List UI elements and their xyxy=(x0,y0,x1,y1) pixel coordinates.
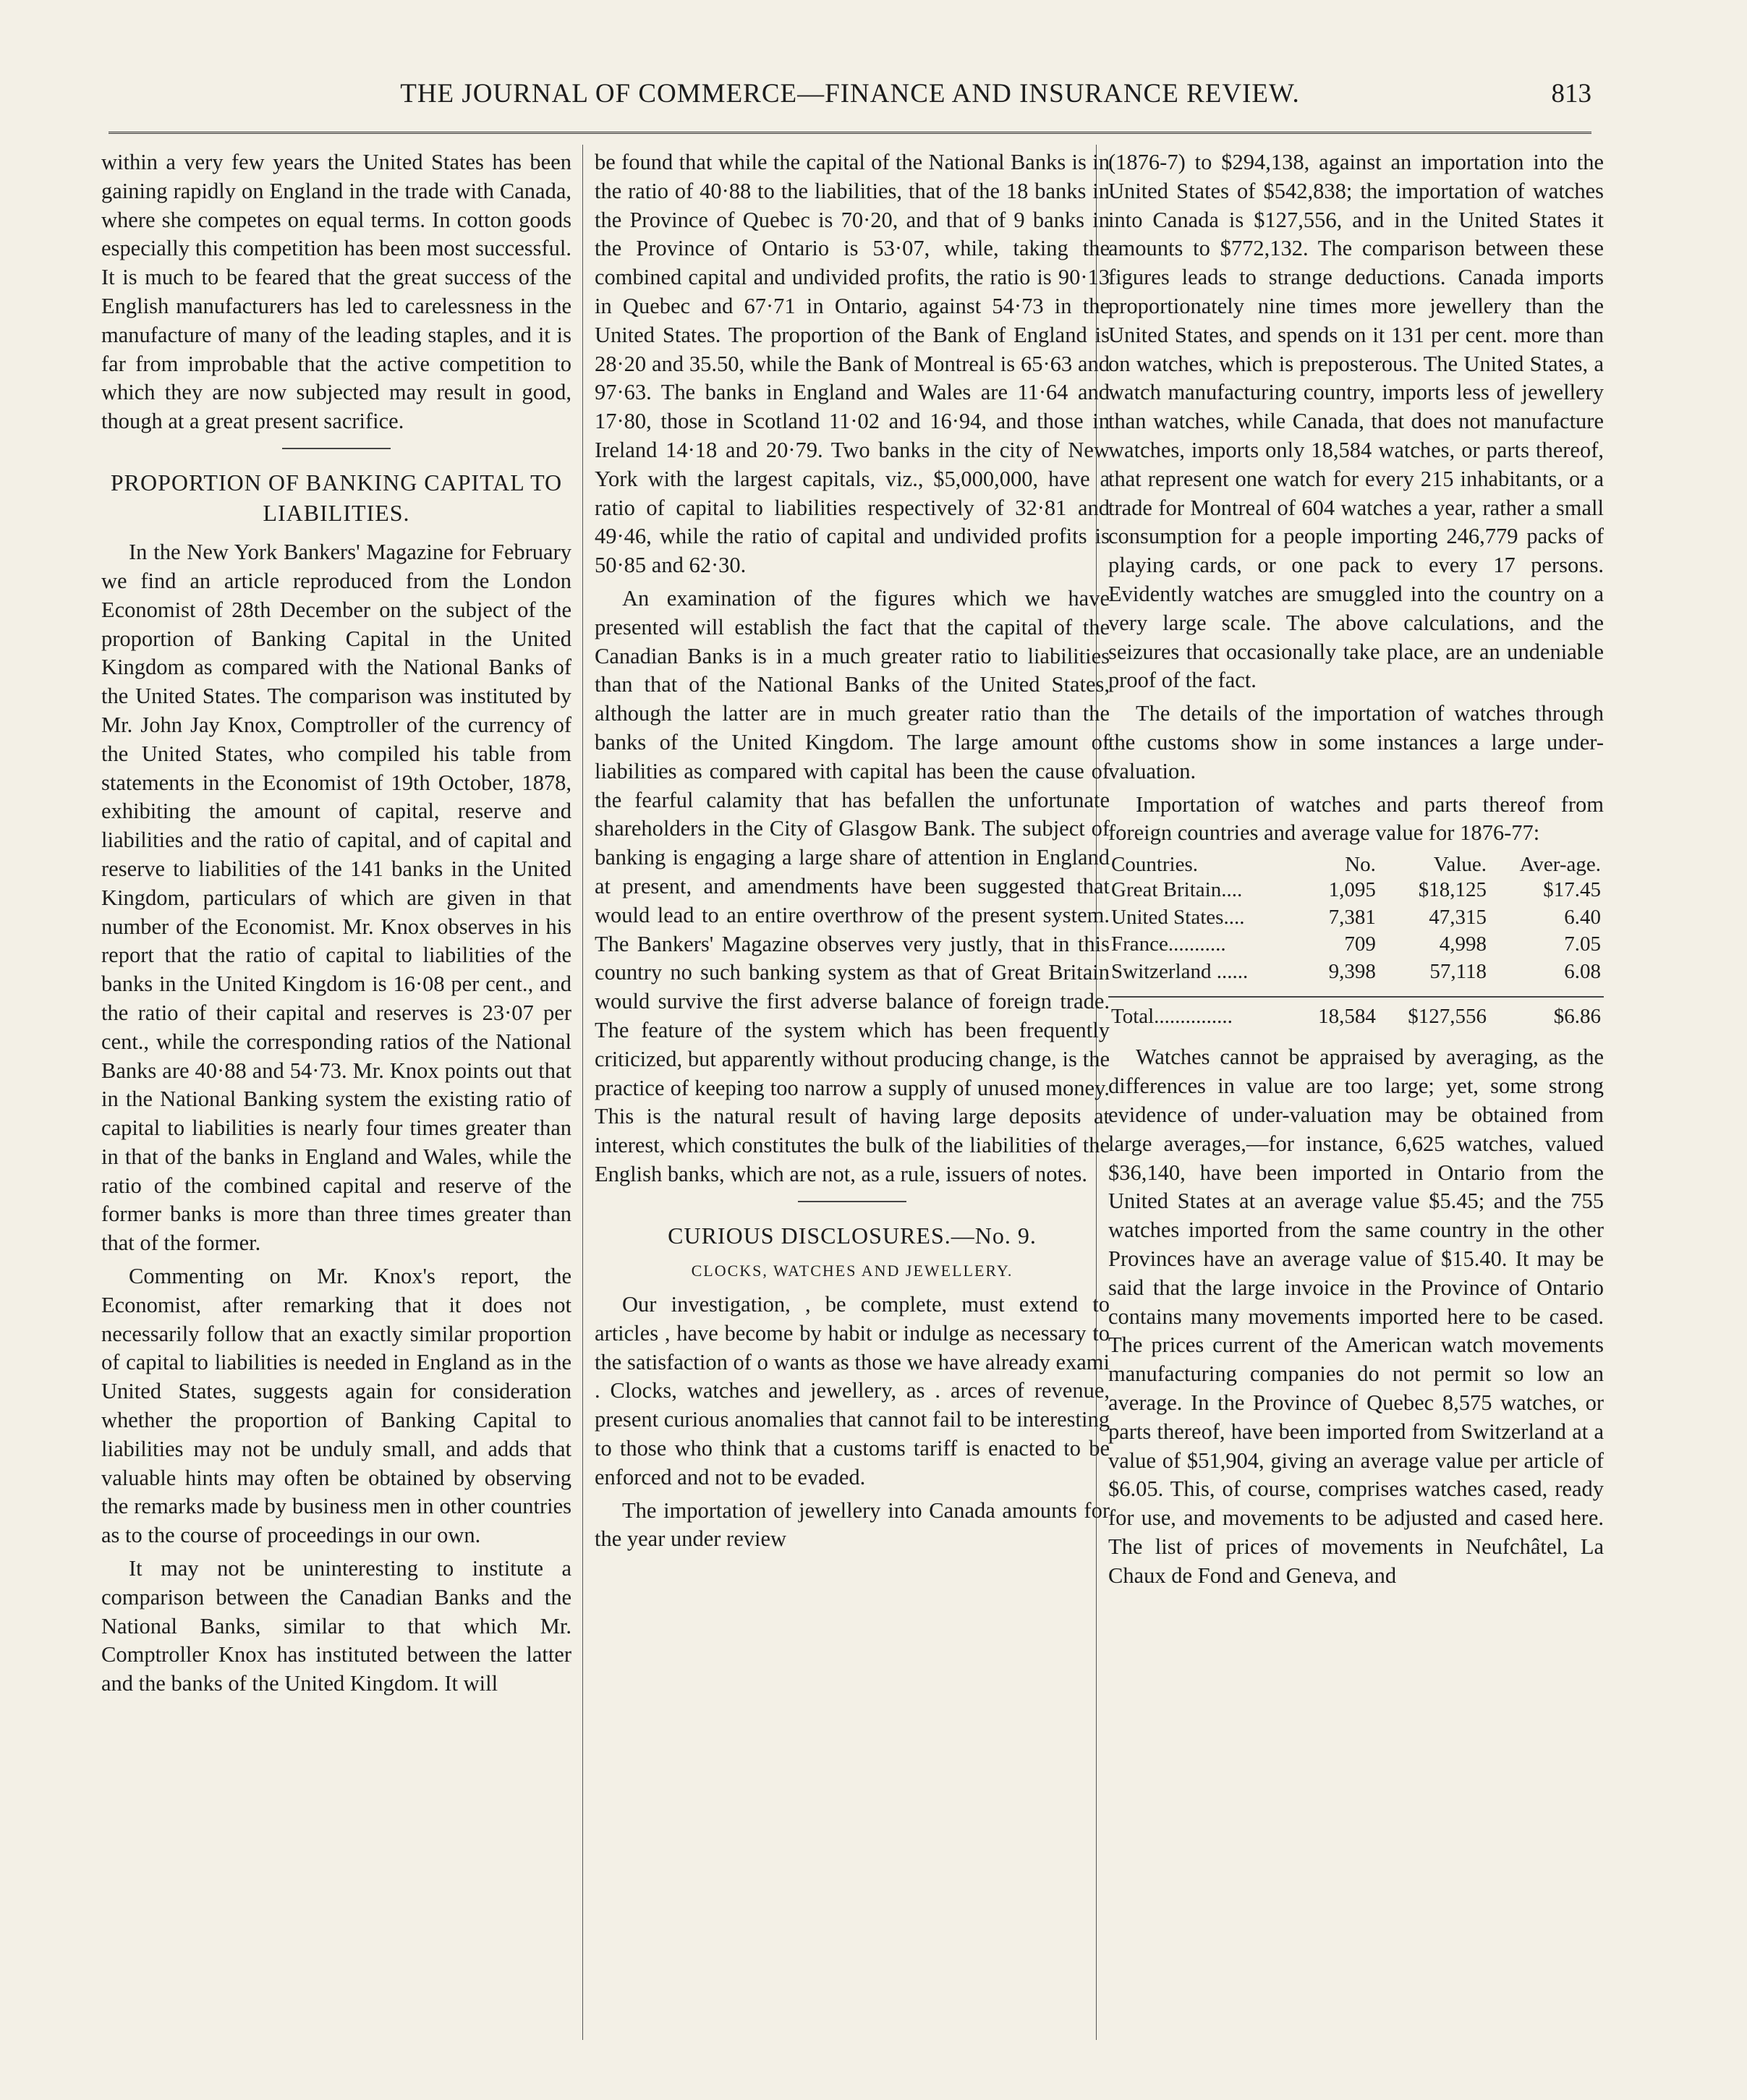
table-cell: 6.40 xyxy=(1564,905,1601,929)
paragraph: Our investigation, , be complete, must extend to articles , have become by habit or indulge as necessary to the satisfaction of o wants as those we have already exami . Clocks, watches and jewellery, as . arces of revenue, present curious anomalies that cannot fail to be interesting to those who think that a customs tariff is enacted to be enforced and not to be evaded. xyxy=(595,1291,1110,1489)
section-rule xyxy=(282,448,391,449)
paragraph: Importation of watches and parts thereof from foreign countries and average value for 1876-77: xyxy=(1108,791,1604,846)
table-cell: United States.... xyxy=(1111,905,1245,929)
table-header: Countries. xyxy=(1111,853,1199,877)
page-number: 813 xyxy=(1551,79,1591,109)
table-cell: 1,095 xyxy=(1328,878,1376,902)
table-cell: Great Britain.... xyxy=(1111,878,1243,902)
table-row xyxy=(1108,958,1604,986)
paragraph: It may not be uninteresting to institute a comparison between the Canadian Banks and the National Banks, similar to that which Mr. Comptroller Knox has instituted between the latter and the banks of the United Kingdom. It will xyxy=(101,1556,571,1696)
table-cell: France........... xyxy=(1111,932,1226,956)
section-rule xyxy=(798,1201,906,1202)
table-cell: Total............... xyxy=(1108,997,1296,1031)
curious-disclosures-heading: CURIOUS DISCLOSURES.—No. 9. xyxy=(668,1222,1037,1249)
middle-column xyxy=(595,148,1110,2044)
table-header: Value. xyxy=(1433,853,1487,877)
table-cell: 47,315 xyxy=(1429,905,1487,929)
column-divider xyxy=(582,145,583,2040)
watch-import-table xyxy=(1108,854,1604,1030)
clocks-subheading: CLOCKS, WATCHES AND JEWELLERY. xyxy=(691,1262,1013,1280)
page-header xyxy=(109,72,1591,123)
paragraph: An examination of the figures which we have presented will establish the fact that the capital of the Canadian Banks is in a much greater ratio to liabilities than that of the National Banks of the United States, although the latter are in much greater ratio than the banks of the United Kingdom. The large amount of liabilities as compared with capital has been the cause of the fearful calamity that has befallen the unfortunate shareholders in the City of Glasgow Bank. The subject of banking is engaging a large share of attention in England at present, and amendments have been suggested that would lead to an entire overthrow of the present system. The Bankers' Magazine observes very justly, that in this country no such banking system as that of Great Britain would survive the first adverse balance of foreign trade. The feature of the system which has been frequently criticized, but apparently without producing change, is the practice of keeping too narrow a supply of unused money. This is the natural result of having large deposits at interest, which constitutes the bulk of the liabilities of the English banks, which are not, as a rule, issuers of notes. xyxy=(595,585,1110,1186)
table-cell: 57,118 xyxy=(1429,960,1487,984)
table-cell: 7.05 xyxy=(1564,932,1601,956)
table-cell: Switzerland ...... xyxy=(1111,960,1249,984)
table-row xyxy=(1108,877,1604,904)
table-cell: $6.86 xyxy=(1489,997,1604,1031)
table-cell: $17.45 xyxy=(1543,878,1601,902)
table-cell: $18,125 xyxy=(1418,878,1487,902)
paragraph: (1876-7) to $294,138, against an importation into the United States of $542,838; the importation of watches into Canada is $127,556, and in the United States it amounts to $772,132. The comparison between these figures leads to strange deductions. Canada imports proportionately nine times more jewellery than the United States, and spends on it 131 per cent. more than on watches, which is preposterous. The United States, a watch manufacturing country, imports less of jewellery than watches, while Canada, that does not manufacture watches, imports only 18,584 watches, or parts thereof, that represent one watch for every 215 inhabitants, or a trade for Montreal of 604 watches a year, rather a small consumption for a people importing 246,779 packs of playing cards, or one pack to every 17 persons. Evidently watches are smuggled into the country on a very large scale. The above calculations, and the seizures that occasionally take place, are an undeniable proof of the fact. xyxy=(1108,150,1604,693)
table-header: No. xyxy=(1345,853,1376,877)
table-cell: 709 xyxy=(1344,932,1376,956)
paragraph: Commenting on Mr. Knox's report, the Economist, after remarking that it does not necessarily follow that an exactly similar proportion of capital to liabilities is needed in England as in the United States, suggests again for consideration whether the proportion of Banking Capital to liabilities may not be unduly small, and adds that valuable hints may often be obtained by observing the remarks made by business men in other countries as to the course of proceedings in our own. xyxy=(101,1264,571,1548)
table-header: Aver-age. xyxy=(1519,853,1601,877)
left-column xyxy=(101,148,571,2044)
paragraph: The details of the importation of watches through the customs show in some instances a large under-valuation. xyxy=(1108,701,1604,783)
table-spacer xyxy=(1108,986,1604,997)
table-cell: 9,398 xyxy=(1328,960,1376,984)
table-cell: $127,556 xyxy=(1379,997,1489,1031)
paragraph: The importation of jewellery into Canada amounts for the year under review xyxy=(595,1497,1110,1552)
running-title: THE JOURNAL OF COMMERCE—FINANCE AND INSURANCE REVIEW. xyxy=(400,79,1300,109)
table-cell: 4,998 xyxy=(1439,932,1487,956)
paragraph: within a very few years the United States has been gaining rapidly on England in the trade with Canada, where she competes on equal terms. In cotton goods especially this competition has been most successful. It is much to be feared that the great success of the English manufacturers has led to carelessness in the manufacture of many of the leading staples, and it is far from improbable that the active competition to which they are now subjected may result in good, though at a great present sacrifice. xyxy=(101,150,571,434)
paragraph: be found that while the capital of the National Banks is in the ratio of 40·88 to the liabilities, that of the 18 banks in the Province of Quebec is 70·20, and that of 9 banks in the Province of Ontario is 53·07, while, taking the combined capital and undivided profits, the ratio is 90·13 in Quebec and 67·71 in Ontario, against 54·73 in the United States. The proportion of the Bank of England is 28·20 and 35.50, while the Bank of Montreal is 65·63 and 97·63. The banks in England and Wales are 11·64 and 17·80, those in Scotland 11·02 and 16·94, and those in Ireland 14·18 and 20·79. Two banks in the city of New York with the largest capitals, viz., $5,000,000, have a ratio of capital to liabilities respectively of 32·81 and 49·46, while the ratio of capital and undivided profits is 50·85 and 62·30. xyxy=(595,150,1110,578)
header-rule xyxy=(109,132,1591,134)
table-cell: 7,381 xyxy=(1328,905,1376,929)
right-column xyxy=(1108,148,1604,2044)
paragraph: Watches cannot be appraised by averaging, as the differences in value are too large; yet, some strong evidence of under-valuation may be obtained from large averages,—for instance, 6,625 watches, valued $36,140, have been imported in Ontario from the United States at an average value $5.45; and the 755 watches imported from the same country in the other Provinces have an average value of $15.40. It may be said that the large invoice in the Province of Ontario contains many movements imported here to be cased. The prices current of the American watch movements manufacturing companies do not permit so low an average. In the Province of Quebec 8,575 watches, or parts thereof, have been imported from Switzerland at a value of $51,904, giving an average value per article of $6.05. This, of course, comprises watches cased, ready for use, and movements to be adjusted and cased here. The list of prices of movements in Neufchâtel, La Chaux de Fond and Geneva, and xyxy=(1108,1045,1604,1588)
table-row xyxy=(1108,904,1604,932)
table-row xyxy=(1108,931,1604,958)
table-total-row xyxy=(1108,997,1604,1031)
table-cell: 18,584 xyxy=(1296,997,1379,1031)
paragraph: In the New York Bankers' Magazine for February we find an article reproduced from the London Economist of 28th December on the subject of the proportion of Banking Capital in the United Kingdom as compared with the National Banks of the United States. The comparison was instituted by Mr. John Jay Knox, Comptroller of the currency of the United States, who compiled his table from statements in the Economist of 19th October, 1878, exhibiting the amount of capital, reserve and liabilities and the ratio of capital, and of capital and reserve to liabilities of the 141 banks in the United Kingdom, particulars of which are given in that number of the Economist. Mr. Knox observes in his report that the ratio of capital to liabilities of the banks in the United Kingdom is 16·08 per cent., and the ratio of their capital and reserves is 23·07 per cent., while the corresponding ratios of the National Banks are 40·88 and 54·73. Mr. Knox points out that in the National Banking system the existing ratio of capital to liabilities is nearly four times greater than in that of the banks in England and Wales, while the ratio of the combined capital and reserve of the former banks is more than three times greater than that of the former. xyxy=(101,540,571,1256)
banking-capital-heading: PROPORTION OF BANKING CAPITAL TO LIABILITIES. xyxy=(110,469,563,526)
table-cell: 6.08 xyxy=(1564,960,1601,984)
